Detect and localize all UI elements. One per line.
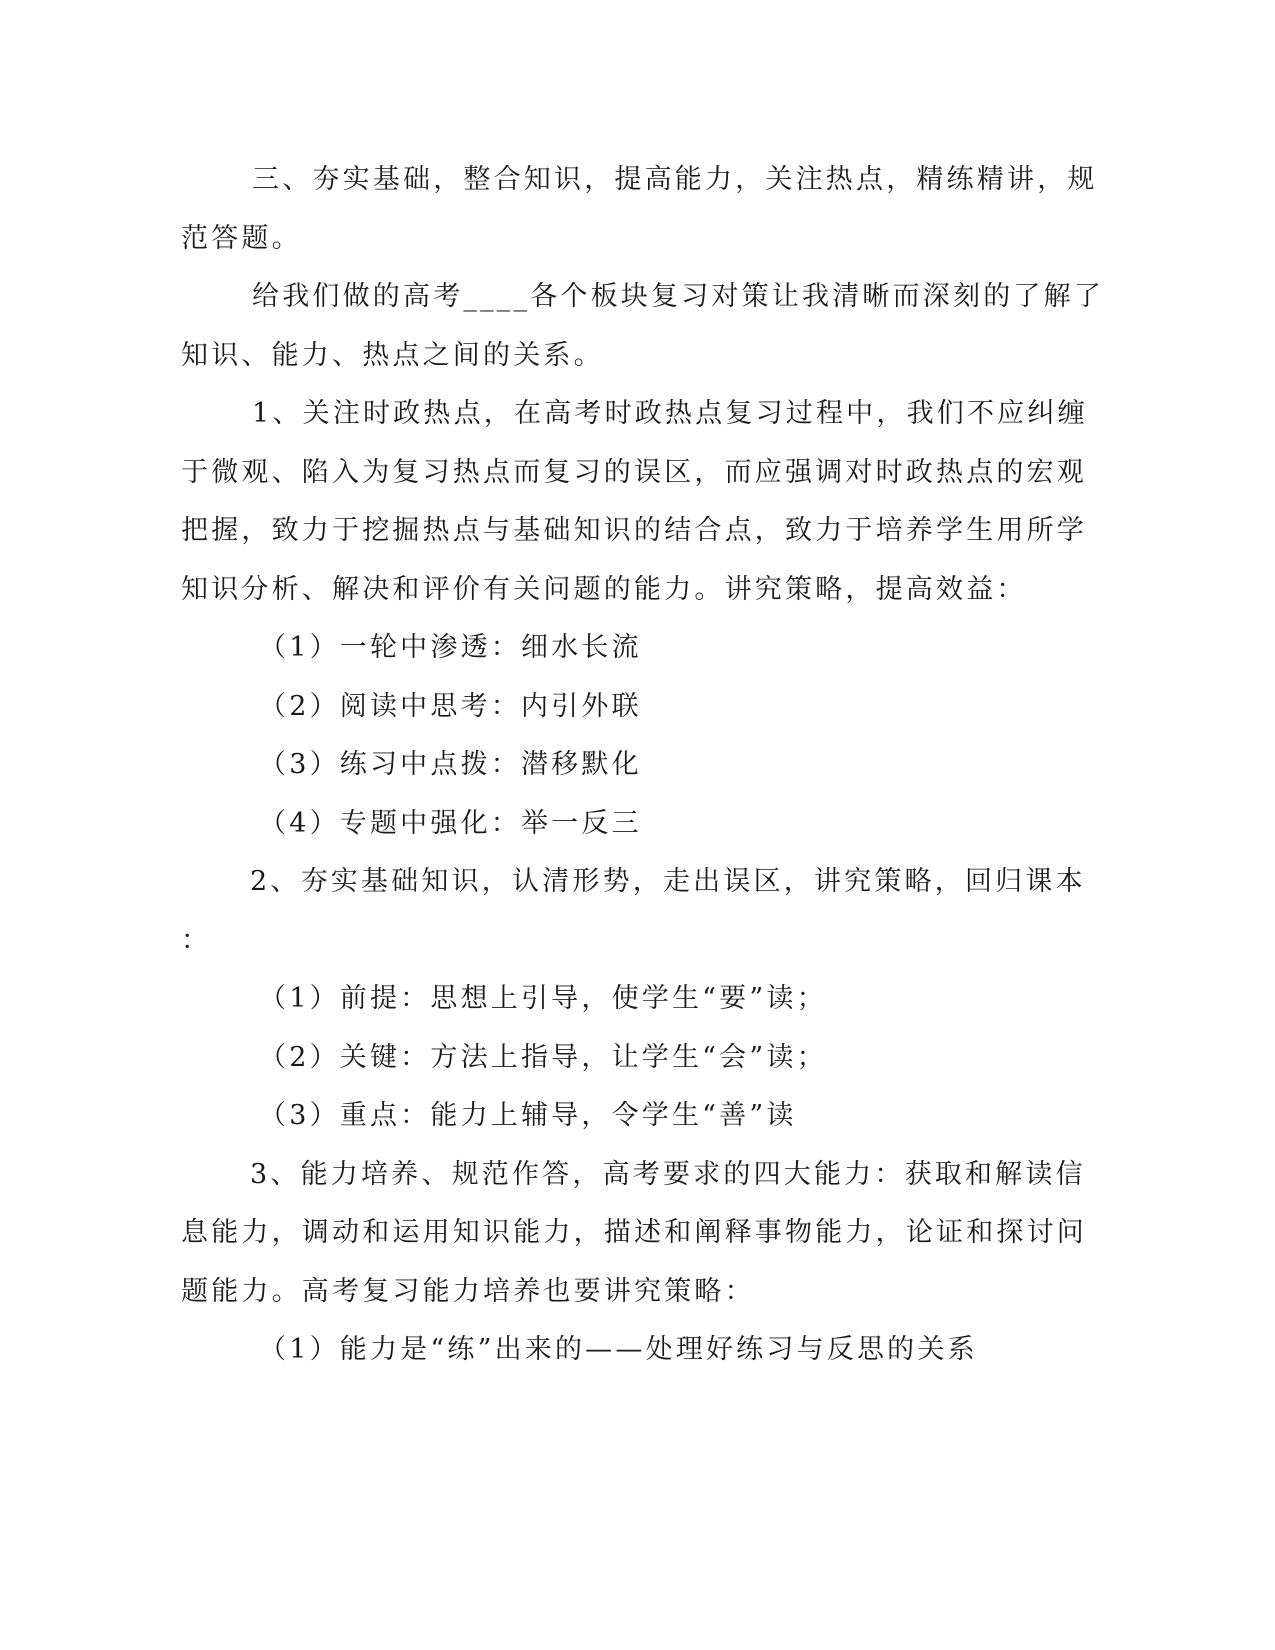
paragraph-line: 给我们做的高考____各个板块复习对策让我清晰而深刻的了解了 — [252, 281, 1104, 312]
section-heading-line: 三、夯实基础，整合知识，提高能力，关注热点，精练精讲，规 — [252, 164, 1098, 195]
list-item: （3）重点：能力上辅导，令学生“善”读 — [259, 1100, 797, 1131]
paragraph-line: 知识、能力、热点之间的关系。 — [181, 340, 604, 371]
paragraph-line: ： — [181, 925, 212, 956]
paragraph-line: 2、夯实基础知识，认清形势，走出误区，讲究策略，回归课本 — [250, 866, 1086, 897]
list-item: （4）专题中强化：举一反三 — [259, 808, 642, 839]
paragraph-line: 息能力，调动和运用知识能力，描述和阐释事物能力，论证和探讨问 — [181, 1217, 1087, 1248]
paragraph-line: 题能力。高考复习能力培养也要讲究策略： — [181, 1276, 755, 1307]
list-item: （1）能力是“练”出来的——处理好练习与反思的关系 — [259, 1334, 978, 1365]
section-heading-line: 范答题。 — [181, 223, 302, 254]
list-item: （3）练习中点拨：潜移默化 — [259, 749, 642, 780]
paragraph-line: 3、能力培养、规范作答，高考要求的四大能力：获取和解读信 — [250, 1159, 1086, 1190]
list-item: （1）一轮中渗透：细水长流 — [259, 632, 642, 663]
paragraph-line: 1、关注时政热点，在高考时政热点复习过程中，我们不应纠缠 — [252, 398, 1088, 429]
list-item: （2）关键：方法上指导，让学生“会”读； — [259, 1042, 827, 1073]
list-item: （2）阅读中思考：内引外联 — [259, 691, 642, 722]
paragraph-line: 知识分析、解决和评价有关问题的能力。讲究策略，提高效益： — [181, 574, 1027, 605]
list-item: （1）前提：思想上引导，使学生“要”读； — [259, 983, 827, 1014]
paragraph-line: 于微观、陷入为复习热点而复习的误区，而应强调对时政热点的宏观 — [181, 457, 1087, 488]
paragraph-line: 把握，致力于挖掘热点与基础知识的结合点，致力于培养学生用所学 — [181, 515, 1087, 546]
